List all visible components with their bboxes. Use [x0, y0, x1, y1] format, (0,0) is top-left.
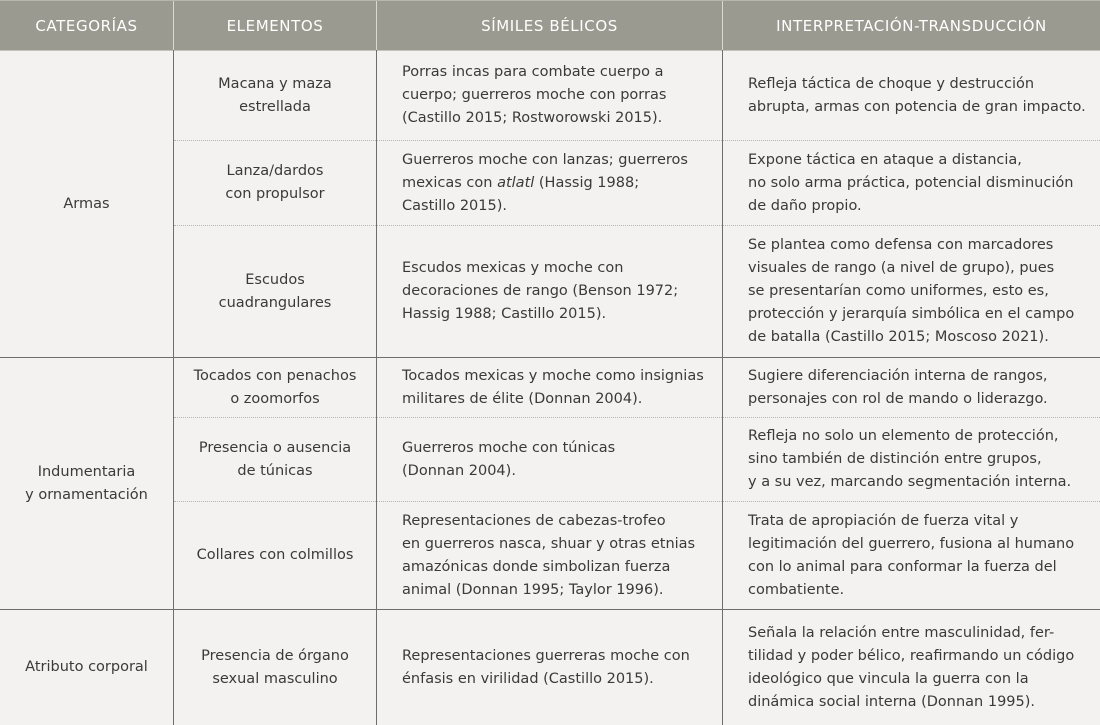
column-header-elementos: ELEMENTOS	[174, 1, 377, 50]
category-cell: Armas	[63, 195, 110, 212]
column-header-interpretacion: INTERPRETACIÓN-TRANSDUCCIÓN	[776, 16, 1047, 35]
simile-cell: Escudos mexicas y moche con decoraciones de rango (Benson 1972; Hassig 1988; Castillo 2015).	[402, 260, 679, 322]
category-cell: Atributo corporal	[25, 659, 148, 675]
simile-text: Guerreros moche con lanzas; guerreros mexicas con	[402, 151, 688, 191]
element-cell: Tocados con penachos o zoomorfos	[193, 367, 357, 407]
category-cell: Indumentaria y ornamentación	[25, 463, 148, 503]
element-cell: Presencia de órgano sexual masculino	[201, 647, 349, 687]
interpretation-cell: Sugiere diferenciación interna de rangos, personajes con rol de mando o liderazgo.	[748, 367, 1048, 407]
column-header-categorias: CATEGORÍAS	[0, 1, 174, 50]
element-cell: Collares con colmillos	[196, 547, 354, 563]
table-header	[0, 0, 1100, 50]
element-cell: Presencia o ausencia de túnicas	[198, 439, 352, 479]
simile-cell: Tocados mexicas y moche como insignias militares de élite (Donnan 2004).	[402, 367, 704, 407]
simile-cell: Representaciones guerreras moche con énfasis en virilidad (Castillo 2015).	[402, 647, 690, 687]
column-header-similes-belicos: SÍMILES BÉLICOS	[377, 1, 723, 50]
simile-cell: Porras incas para combate cuerpo a cuerpo; guerreros moche con porras (Castillo 2015; Rostworowski 2015).	[402, 64, 667, 126]
interpretation-cell: Se plantea como defensa con marcadores visuales de rango (a nivel de grupo), pues se presentarían como uniformes, esto es, protección y jerarquía simbólica en el campo de batalla (Castillo 2015; Moscoso 2021).	[748, 237, 1075, 345]
simile-cell	[377, 141, 722, 225]
interpretation-cell: Trata de apropiación de fuerza vital y legitimación del guerrero, fusiona al humano con lo animal para conformar la fuerza del combatiente.	[748, 512, 1075, 598]
interpretation-cell: Refleja no solo un elemento de protección, sino también de distinción entre grupos, y a su vez, marcando segmentación interna.	[748, 428, 1072, 490]
simile-cell: Guerreros moche con túnicas (Donnan 2004).	[402, 439, 616, 479]
interpretation-cell: Expone táctica en ataque a distancia, no solo arma práctica, potencial disminución de daño propio.	[748, 151, 1074, 214]
interpretation-cell: Refleja táctica de choque y destrucción abrupta, armas con potencia de gran impacto.	[748, 75, 1086, 115]
element-cell: Macana y maza estrellada	[218, 75, 332, 115]
element-cell: Lanza/dardos con propulsor	[225, 163, 325, 202]
simile-cell: Representaciones de cabezas-trofeo en guerreros nasca, shuar y otras etnias amazónicas donde simbolizan fuerza animal (Donnan 1995; Taylor 1996).	[402, 512, 696, 598]
simile-italic-term: atlatl	[497, 174, 535, 191]
simile-text: (Hassig 1988; Castillo 2015).	[402, 174, 640, 214]
interpretation-cell: Señala la relación entre masculinidad, fer- tilidad y poder bélico, reafirmando un código ideológico que vincula la guerra con la dinámica social interna (Donnan 1995).	[748, 624, 1075, 710]
element-cell: Escudos cuadrangulares	[218, 271, 332, 311]
